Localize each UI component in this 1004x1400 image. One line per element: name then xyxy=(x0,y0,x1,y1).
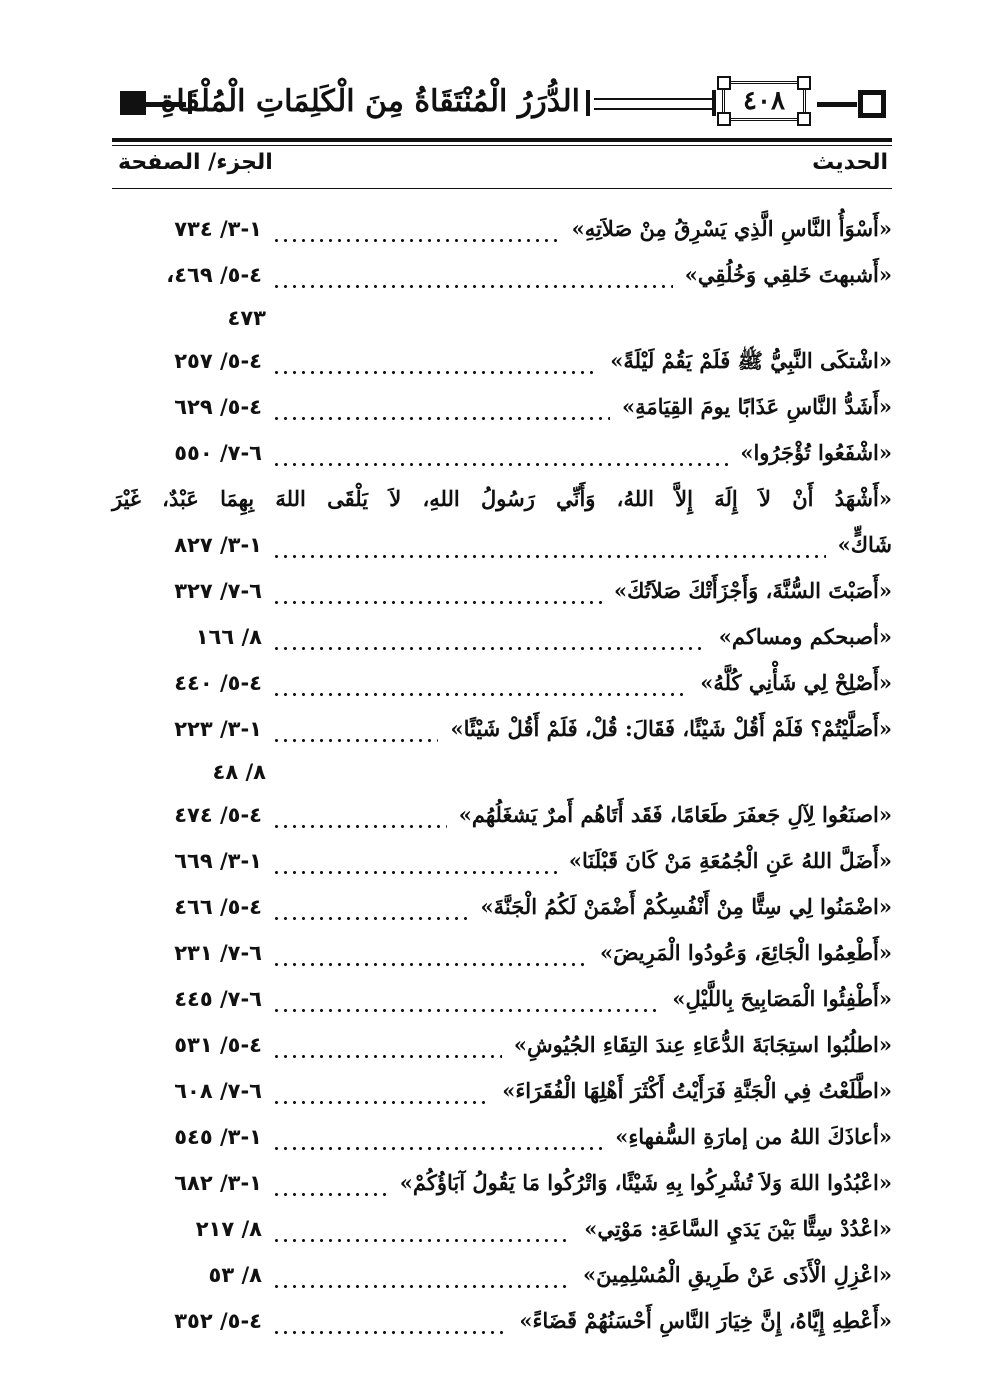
entry-text: «أَسْوَأُ النَّاسِ الَّذِي يَسْرِقُ مِنْ صَلاَتِهِ» xyxy=(566,206,892,252)
entry-text: «أَصْلِحْ لِي شَأْنِي كُلَّهُ» xyxy=(694,660,892,706)
entry-line xyxy=(112,1206,892,1252)
entry-text: «اطلُبُوا استِجَابَةَ الدُّعَاءِ عِندَ التِقَاءِ الجُيُوشِ» xyxy=(508,1022,892,1068)
header-bar xyxy=(712,90,716,116)
page-number-frame xyxy=(722,81,806,121)
dot-leader xyxy=(272,706,438,752)
index-entry xyxy=(112,338,892,384)
dot-leader xyxy=(272,930,588,976)
entry-text: «أَشبهتَ خَلقِي وَخُلُقِي» xyxy=(679,252,892,298)
entry-reference: ٨/ ٥٣ xyxy=(208,1263,262,1287)
index-entry xyxy=(112,1252,892,1298)
header-rule xyxy=(594,108,712,110)
running-header xyxy=(112,78,892,134)
dot-leader xyxy=(272,660,688,706)
entry-reference-continued-line xyxy=(112,752,892,792)
entry-reference: ٦-٧/ ٤٤٥ xyxy=(174,987,262,1011)
column-headers xyxy=(112,148,892,188)
entry-text: «أَشَدُّ النَّاسِ عَذَابًا يومَ القِيَامَةِ» xyxy=(616,384,892,430)
dot-leader xyxy=(272,1206,572,1252)
index-entry xyxy=(112,1206,892,1252)
index-entry xyxy=(112,252,892,338)
entry-reference: ٤-٥/ ٣٥٢ xyxy=(174,1309,262,1333)
entry-reference: ٤-٥/ ٤٦٩، xyxy=(166,263,262,287)
index-entry xyxy=(112,838,892,884)
frame-ornament xyxy=(797,76,811,90)
entry-text: «اعْدُدْ سِتًّا بَيْنَ يَدَيِ السَّاعَةِ: مَوْتِي» xyxy=(578,1206,892,1252)
dot-leader xyxy=(272,252,673,298)
entry-reference: ١-٣/ ٦٨٢ xyxy=(174,1171,262,1195)
entry-line xyxy=(112,568,892,614)
entry-reference: ٤-٥/ ٢٥٧ xyxy=(174,349,262,373)
entry-text: «اشْتكَى النَّبِيُّ ﷺ فَلَمْ يَقُمْ لَيْلَةً» xyxy=(604,338,892,384)
dot-leader xyxy=(272,884,469,930)
header-underline xyxy=(112,138,892,142)
entry-line xyxy=(112,338,892,384)
entry-line xyxy=(112,930,892,976)
entry-reference: ٦-٧/ ٣٢٧ xyxy=(174,579,262,603)
index-entry xyxy=(112,792,892,838)
dot-leader xyxy=(272,1298,507,1344)
dot-leader xyxy=(272,206,560,252)
entry-reference: ١-٣/ ٥٤٥ xyxy=(174,1125,262,1149)
entry-reference-continued-line xyxy=(112,298,892,338)
frame-ornament xyxy=(717,112,731,126)
entry-line xyxy=(112,384,892,430)
entry-reference: ١-٣/ ٦٦٩ xyxy=(174,849,262,873)
entry-reference: ٦-٧/ ٥٥٠ xyxy=(174,441,262,465)
dot-leader xyxy=(272,522,826,568)
entry-text: «اشْفَعُوا تُؤْجَرُوا» xyxy=(734,430,892,476)
dot-leader xyxy=(272,1022,502,1068)
entry-line xyxy=(112,206,892,252)
frame-ornament xyxy=(717,76,731,90)
entry-text: «اطَّلَعْتُ فِي الْجَنَّةِ فَرَأَيْتُ أَكْثَرَ أَهْلِهَا الْفُقَرَاءَ» xyxy=(496,1068,892,1114)
entry-line xyxy=(112,430,892,476)
entry-line xyxy=(112,1068,892,1114)
entry-text: «أَطْعِمُوا الْجَائِعَ، وَعُودُوا الْمَرِيضَ» xyxy=(594,930,892,976)
entry-line xyxy=(112,1114,892,1160)
index-entry xyxy=(112,568,892,614)
entry-reference-continued: ٤٧٣ xyxy=(227,306,266,330)
entry-line xyxy=(112,1252,892,1298)
entry-line xyxy=(112,614,892,660)
dot-leader xyxy=(272,792,447,838)
entry-reference: ٤-٥/ ٤٧٤ xyxy=(174,803,262,827)
index-entry xyxy=(112,1022,892,1068)
entry-line xyxy=(112,660,892,706)
entry-reference: ٦-٧/ ٦٠٨ xyxy=(174,1079,262,1103)
dot-leader xyxy=(272,1068,490,1114)
entry-text: «أعاذَكَ اللهُ من إمارَةِ السُّفهاءِ» xyxy=(609,1114,892,1160)
page-number: ٤٠٨ xyxy=(743,86,785,116)
entry-text: «اعْبُدُوا اللهَ وَلاَ تُشْرِكُوا بِهِ شَيْئًا، وَاتْرُكُوا مَا يَقُولُ آبَاؤُكُمْ» xyxy=(394,1160,892,1206)
entry-reference: ٨/ ١٦٦ xyxy=(195,625,262,649)
entry-line xyxy=(112,838,892,884)
header-underline xyxy=(112,145,892,146)
entry-text: «اصنَعُوا لِآلِ جَعفَرَ طَعَامًا، فَقَد أَتَاهُم أَمرٌ يَشغَلُهُم» xyxy=(453,792,892,838)
entry-reference: ١-٣/ ٢٢٣ xyxy=(174,717,262,741)
entry-reference: ٤-٥/ ٥٣١ xyxy=(174,1033,262,1057)
entry-reference: ٤-٥/ ٦٢٩ xyxy=(174,395,262,419)
entry-reference: ٤-٥/ ٤٤٠ xyxy=(174,671,262,695)
index-entry xyxy=(112,476,892,568)
entry-text: «أَصَلَّيْتُمْ؟ فَلَمْ أَقُلْ شَيْئًا، فَقَالَ: قُلْ، فَلَمْ أَقُلْ شَيْئًا» xyxy=(444,706,892,752)
index-entry xyxy=(112,976,892,1022)
dot-leader xyxy=(272,976,660,1022)
dot-leader xyxy=(272,430,728,476)
header-ornament-square xyxy=(858,90,886,118)
entry-line xyxy=(112,1022,892,1068)
entry-reference: ١-٣/ ٨٢٧ xyxy=(174,533,262,557)
index-entry xyxy=(112,614,892,660)
index-entry xyxy=(112,206,892,252)
dot-leader xyxy=(272,614,707,660)
entry-reference: ٤-٥/ ٤٦٦ xyxy=(174,895,262,919)
column-header-rule xyxy=(112,188,892,189)
entry-text: «اعْزِلِ الْأَذَى عَنْ طَرِيقِ الْمُسْلِمِينَ» xyxy=(577,1252,892,1298)
entry-line xyxy=(112,976,892,1022)
index-entry xyxy=(112,1114,892,1160)
index-entry xyxy=(112,430,892,476)
dot-leader xyxy=(272,338,598,384)
entry-line xyxy=(112,884,892,930)
book-title: الدُّرَرُ الْمُنْتَقَاةُ مِنَ الْكَلِمَاتِ الْمُلْقَاةِ xyxy=(160,84,580,119)
entry-text: «اضْمَنُوا لِي سِتًّا مِنْ أَنْفُسِكُمْ أَضْمَنْ لَكُمُ الْجَنَّةَ» xyxy=(475,884,892,930)
dot-leader xyxy=(272,568,602,614)
entry-text: «أَصَبْتَ السُّنَّةَ، وَأَجْزَأَتْكَ صَلاَتُكَ» xyxy=(608,568,892,614)
dot-leader xyxy=(272,1114,603,1160)
entry-line xyxy=(112,792,892,838)
dot-leader xyxy=(272,1160,388,1206)
entry-reference: ٨/ ٢١٧ xyxy=(195,1217,262,1241)
entry-reference: ١-٣/ ٧٣٤ xyxy=(174,217,262,241)
dot-leader xyxy=(272,838,557,884)
entry-line xyxy=(112,706,892,752)
header-ornament-block xyxy=(120,91,146,115)
index-entries xyxy=(112,206,892,1344)
entry-reference-continued: ٨/ ٤٨ xyxy=(212,760,266,784)
index-entry xyxy=(112,1068,892,1114)
entry-line xyxy=(112,1160,892,1206)
entry-text: «أَطْفِئُوا الْمَصَابِيحَ بِاللَّيْلِ» xyxy=(666,976,892,1022)
column-header-reference: الجزء/ الصفحة xyxy=(118,150,273,175)
dot-leader xyxy=(272,384,610,430)
index-entry xyxy=(112,660,892,706)
column-header-hadith: الحديث xyxy=(812,150,888,175)
entry-reference: ٦-٧/ ٢٣١ xyxy=(174,941,262,965)
header-rule xyxy=(594,98,712,100)
index-entry xyxy=(112,384,892,430)
header-rule xyxy=(817,102,857,107)
entry-line xyxy=(112,522,892,568)
header-bar xyxy=(586,90,590,116)
index-entry xyxy=(112,706,892,792)
frame-ornament xyxy=(797,112,811,126)
entry-text-first-line: «أَشْهَدُ أَنْ لاَ إِلَهَ إِلاَّ اللهُ، وَأَنِّي رَسُولُ اللهِ، لاَ يَلْقَى اللهَ بِهِمَا عَبْدٌ، غَيْرَ xyxy=(112,486,892,511)
entry-text: «أصبحكم ومساكم» xyxy=(713,614,892,660)
entry-line xyxy=(112,1298,892,1344)
index-entry xyxy=(112,884,892,930)
index-entry xyxy=(112,930,892,976)
entry-text: «أَضَلَّ اللهُ عَنِ الْجُمُعَةِ مَنْ كَانَ قَبْلَنَا» xyxy=(563,838,892,884)
index-entry xyxy=(112,1298,892,1344)
index-entry xyxy=(112,1160,892,1206)
entry-line xyxy=(112,252,892,298)
entry-text: شَاكٍّ» xyxy=(832,522,892,568)
dot-leader xyxy=(272,1252,571,1298)
entry-text: «أَعْطِهِ إِيَّاهُ، إِنَّ خِيَارَ النَّاسِ أَحْسَنُهُمْ قَضَاءً» xyxy=(513,1298,892,1344)
